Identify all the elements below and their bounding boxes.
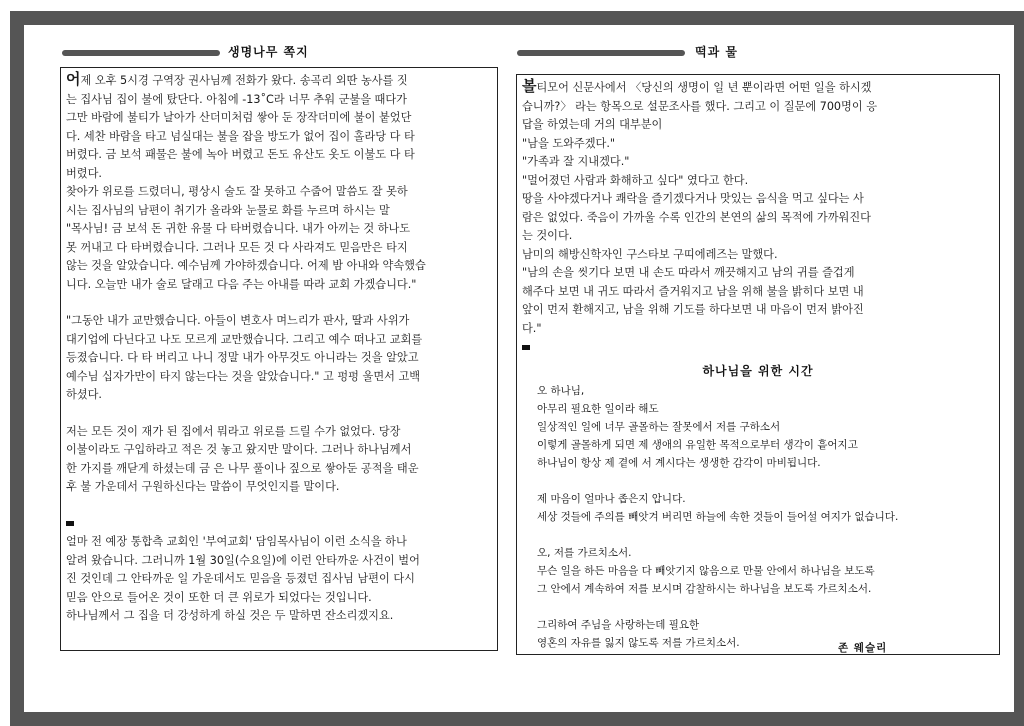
left-line: 하나님께서 그 집을 더 강성하게 하실 것은 두 말하면 잔소리겠지요.: [66, 609, 394, 622]
left-line: 후 불 가운데서 구원하신다는 말씀이 무엇인지를 말이다.: [66, 480, 340, 493]
left-header-title: 생명나무 쪽지: [228, 45, 309, 59]
right-line: 람은 없었다. 죽음이 가까울 수록 인간의 본연의 삶의 목적에 가까워진다: [522, 210, 871, 224]
prayer-line: 제 마음이 얼마나 좁은지 압니다.: [537, 493, 686, 505]
right-line: "가족과 잘 지내겠다.": [522, 155, 630, 168]
left-line: 버렸다. 금 보석 패물은 불에 녹아 버렸고 돈도 유산도 옷도 이불도 다 타: [66, 148, 415, 161]
square-bullet-icon: [522, 345, 530, 350]
drop-cap: 어: [66, 70, 81, 88]
left-article: [66, 70, 491, 626]
right-line: 해주다 보면 내 귀도 따라서 즐거워지고 남을 위해 불을 밝히다 보면 내: [522, 284, 864, 298]
left-line: 니다. 오늘만 내가 술로 달래고 다음 주는 아내를 따라 교회 가겠습니다.": [66, 277, 417, 291]
square-bullet-icon: [66, 521, 74, 526]
section-marker: [66, 515, 491, 534]
right-line: 남미의 해방신학자인 구스타보 구띠에레즈는 말했다.: [522, 247, 778, 261]
spacer: [537, 472, 947, 490]
prayer-line: 오 하나님,: [537, 385, 585, 397]
spacer: [537, 598, 947, 616]
left-line: 못 꺼내고 다 타버렸습니다. 그러나 모든 것 다 사라져도 믿음만은 타지: [66, 240, 408, 254]
prayer-line: 세상 것들에 주의를 빼앗겨 버리면 하늘에 속한 것들이 들어설 여지가 없습니다.: [537, 511, 899, 523]
prayer-line: 하나님이 항상 제 곁에 서 계시다는 생생한 감각이 마비됩니다.: [537, 457, 821, 469]
right-line: "남을 도와주겠다.": [522, 136, 616, 150]
left-line: "그동안 내가 교만했습니다. 아들이 변호사 며느리가 판사, 딸과 사위가: [66, 314, 410, 327]
right-line: 다.": [522, 321, 542, 335]
right-line: "남의 손을 씻기다 보면 내 손도 따라서 깨끗해지고 남의 귀를 즐겁게: [522, 266, 855, 279]
left-line: 하셨다.: [66, 388, 102, 401]
right-line: "멀어졌던 사람과 화해하고 싶다" 였다고 한다.: [522, 173, 749, 187]
left-line: 않는 것을 알았습니다. 예수님께 가야하겠습니다. 어제 밤 아내와 약속했습: [66, 259, 426, 272]
left-line: 진 것인데 그 안타까운 일 가운데서도 믿음을 등졌던 집사님 남편이 다시: [66, 572, 415, 585]
prayer-title: 하나님을 위한 시간: [702, 364, 814, 378]
right-header: [517, 43, 817, 63]
prayer-line: 무슨 일을 하든 마음을 다 빼앗기지 않음으로 만물 안에서 하나님을 보도록: [537, 565, 875, 577]
left-line: 다. 세찬 바람을 타고 넘실대는 불을 잡을 방도가 없어 집이 홀라당 다 타: [66, 129, 415, 143]
left-line: 한 가지를 깨닫게 하셨는데 금 은 나무 풀이나 짚으로 쌓아둔 공적을 태운: [66, 461, 419, 475]
left-line: "목사님! 금 보석 돈 귀한 유물 다 타버렸습니다. 내가 아끼는 것 하나도: [66, 222, 411, 235]
prayer-line: 그리하여 주님을 사랑하는데 필요한: [537, 619, 700, 631]
prayer-author: 존 웨슬리: [838, 642, 888, 654]
prayer-line: 그 안에서 계속하여 저를 보시며 감찰하시는 하나님을 보도록 가르치소서.: [537, 583, 872, 595]
left-line: 대기업에 다닌다고 나도 모르게 교만했습니다. 그리고 예수 떠나고 교회를: [66, 332, 423, 346]
right-line: 습니까?〉 라는 항목으로 설문조사를 했다. 그리고 이 질문에 700명이 응: [522, 99, 878, 113]
spacer: [537, 526, 947, 544]
right-article: [522, 77, 994, 357]
prayer-line: 오, 저를 가르치소서.: [537, 547, 632, 559]
drop-cap: 볼: [522, 77, 537, 95]
left-line: 그만 바람에 불티가 날아가 산더미처럼 쌓아 둔 장작더미에 불이 붙었단: [66, 111, 412, 124]
right-header-bar: [517, 50, 685, 56]
left-line: 시는 집사님의 남편이 취기가 올라와 눈물로 화를 누르며 하시는 말: [66, 203, 390, 217]
left-line: 알려 왔습니다. 그러니까 1월 30일(수요일)에 이런 안타까운 사건이 벌어: [66, 553, 420, 567]
left-line: 예수님 십자가만이 타지 않는다는 것을 알았습니다." 고 펑펑 울면서 고백: [66, 369, 421, 383]
section-marker: [522, 338, 994, 357]
right-line: 답을 하였는데 거의 대부분이: [522, 118, 663, 131]
prayer-line: 아무리 필요한 일이라 해도: [537, 403, 659, 415]
left-line: 이불이라도 구입하라고 적은 것 놓고 왔지만 말이다. 그러나 하나님께서: [66, 443, 412, 456]
right-line: 볼티모어 신문사에서 〈당신의 생명이 일 년 뿐이라면 어떤 일을 하시겠: [522, 77, 872, 95]
left-line: 버렸다.: [66, 166, 102, 180]
prayer-text: [537, 382, 947, 652]
left-line: 등졌습니다. 다 타 버리고 나니 정말 내가 아무것도 아니라는 것을 알았고: [66, 351, 419, 364]
left-line: 어제 오후 5시경 구역장 권사님께 전화가 왔다. 송곡리 외딴 농사를 짓: [66, 70, 408, 88]
left-line: 믿음 안으로 들어온 것이 또한 더 큰 위로가 되었다는 것입니다.: [66, 590, 372, 604]
spacer: [66, 294, 491, 312]
spacer: [66, 497, 491, 515]
prayer-line: 일상적인 일에 너무 골몰하는 잘못에서 저를 구하소서: [537, 421, 781, 433]
left-line: 저는 모든 것이 재가 된 집에서 뭐라고 위로를 드릴 수가 없었다. 당장: [66, 424, 401, 438]
left-header: [62, 43, 402, 63]
right-line: 땅을 사야겠다거나 쾌락을 즐기겠다거나 맛있는 음식을 먹고 싶다는 사: [522, 192, 864, 205]
right-line: 는 것이다.: [522, 229, 573, 242]
prayer-line: 영혼의 자유를 잃지 않도록 저를 가르치소서.: [537, 637, 740, 649]
right-header-title: 떡과 물: [695, 45, 738, 59]
left-line: 얼마 전 예장 통합측 교회인 '부여교회' 담임목사님이 이런 소식을 하나: [66, 535, 407, 548]
right-line: 앞이 먼저 환해지고, 남을 위해 기도를 하다보면 내 마음이 먼저 밝아진: [522, 303, 864, 316]
left-line: 는 집사님 집이 불에 탔단다. 아침에 -13˚C라 너무 추워 군불을 때다가: [66, 92, 407, 106]
prayer-line: 이렇게 골몰하게 되면 제 생애의 유일한 목적으로부터 생각이 흩어지고: [537, 439, 858, 451]
spacer: [66, 405, 491, 423]
left-line: 찾아가 위로를 드렸더니, 평상시 술도 잘 못하고 수줍어 말씀도 잘 못하: [66, 185, 408, 198]
left-header-bar: [62, 50, 220, 56]
